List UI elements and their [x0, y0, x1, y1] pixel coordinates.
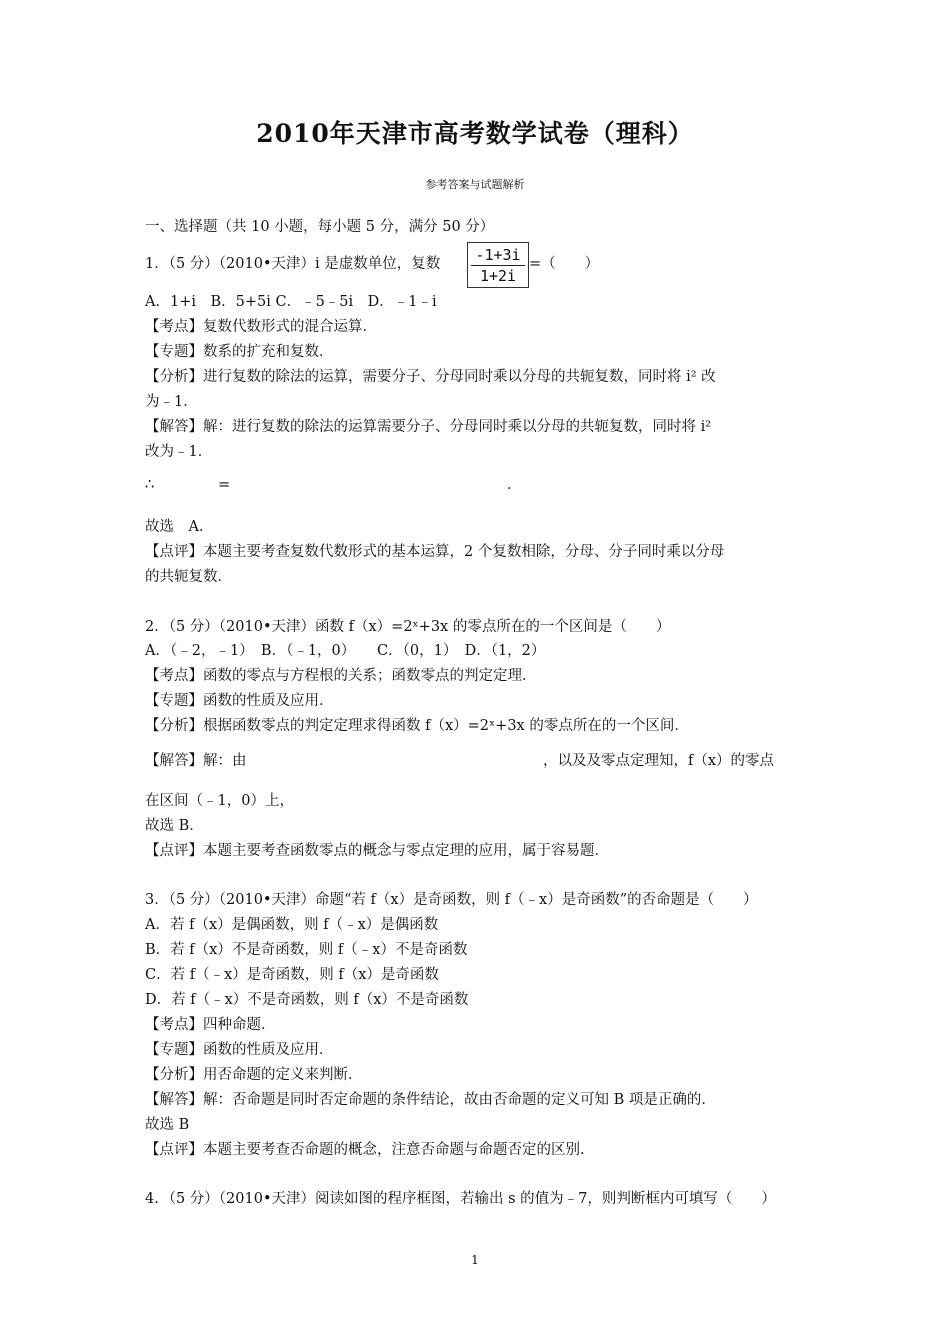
- q2-guxuan: 故选 B．: [145, 818, 204, 834]
- fraction-bar: [471, 265, 525, 266]
- q3-stem: 3．（5 分）（2010•天津）命题“若 f（x）是奇函数，则 f（﹣x）是奇函数”的否命题是（ ）: [145, 892, 758, 908]
- page-title: 2010年天津市高考数学试卷（理科）: [256, 119, 694, 148]
- q2-dianping: 【点评】本题主要考查函数零点的概念与零点定理的应用，属于容易题．: [145, 843, 609, 859]
- q1-fenxi-2: 为﹣1．: [145, 394, 198, 410]
- q3-dianping: 【点评】本题主要考查否命题的概念，注意否命题与命题否定的区别．: [145, 1142, 595, 1158]
- q3-jieda: 【解答】解：否命题是同时否定命题的条件结论，故由否命题的定义可知 B 项是正确的．: [145, 1092, 716, 1108]
- q2-jieda-2: 在区间（﹣1，0）上，: [145, 793, 294, 809]
- q3-fenxi: 【分析】用否命题的定义来判断．: [145, 1067, 363, 1083]
- q1-jieda-1: 【解答】解：进行复数的除法的运算需要分子、分母同时乘以分母的共轭复数，同时将 i²: [145, 419, 712, 435]
- q1-stem-a: 1．（5 分）（2010•天津）i 是虚数单位，复数: [145, 256, 441, 272]
- q1-therefore: ∴: [145, 477, 155, 493]
- q4-stem: 4．（5 分）（2010•天津）阅读如图的程序框图，若输出 s 的值为﹣7，则判断框内可填写（ ）: [145, 1191, 776, 1207]
- q1-options: A．1+i B．5+5i C．﹣5﹣5i D．﹣1﹣i: [145, 294, 437, 310]
- q1-fenxi-1: 【分析】进行复数的除法的运算，需要分子、分母同时乘以分母的共轭复数，同时将 i² 改: [145, 369, 716, 385]
- q1-fraction-image: [467, 242, 529, 288]
- q1-fraction-denominator: 1+2i: [479, 266, 517, 285]
- q2-options: A．（﹣2，﹣1） B．（﹣1，0） C．（0，1） D．（1，2）: [145, 643, 546, 659]
- q2-jieda-b: ，以及及零点定理知，f（x）的零点: [543, 753, 775, 769]
- section-heading: 一、选择题（共 10 小题，每小题 5 分，满分 50 分）: [145, 219, 495, 235]
- q1-fraction-numerator: -1+3i: [475, 245, 521, 264]
- q3-guxuan: 故选 B: [145, 1117, 190, 1133]
- q1-zhuanti: 【专题】数系的扩充和复数．: [145, 344, 334, 360]
- q2-zhuanti: 【专题】函数的性质及应用．: [145, 693, 334, 709]
- q1-equals: =: [218, 477, 231, 493]
- q2-kaodian: 【考点】函数的零点与方程根的关系；函数零点的判定定理．: [145, 668, 537, 684]
- page-subtitle: 参考答案与试题解析: [425, 178, 525, 191]
- q3-option-b: B．若 f（x）不是奇函数，则 f（﹣x）不是奇函数: [145, 942, 468, 958]
- q1-period: ．: [507, 477, 522, 493]
- q1-jieda-2: 改为﹣1．: [145, 444, 213, 460]
- q1-dianping-2: 的共轭复数．: [145, 569, 232, 585]
- q2-jieda-a: 【解答】解：由: [145, 753, 247, 769]
- q1-stem-b: =（ ）: [529, 256, 600, 272]
- q1-kaodian: 【考点】复数代数形式的混合运算．: [145, 319, 377, 335]
- q3-zhuanti: 【专题】函数的性质及应用．: [145, 1042, 334, 1058]
- q3-option-c: C．若 f（﹣x）是奇函数，则 f（x）是奇函数: [145, 967, 439, 983]
- q2-fenxi: 【分析】根据函数零点的判定定理求得函数 f（x）=2ˣ+3x 的零点所在的一个区间．: [145, 718, 689, 734]
- q3-option-a: A．若 f（x）是偶函数，则 f（﹣x）是偶函数: [145, 917, 439, 933]
- q1-dianping-1: 【点评】本题主要考查复数代数形式的基本运算，2 个复数相除，分母、分子同时乘以分母: [145, 544, 725, 560]
- page-number: 1: [471, 1253, 479, 1267]
- q3-kaodian: 【考点】四种命题．: [145, 1017, 276, 1033]
- q3-option-d: D．若 f（﹣x）不是奇函数，则 f（x）不是奇函数: [145, 992, 469, 1008]
- q2-stem: 2．（5 分）（2010•天津）函数 f（x）=2ˣ+3x 的零点所在的一个区间是（ ）: [145, 619, 671, 635]
- q1-guxuan: 故选 A．: [145, 519, 214, 535]
